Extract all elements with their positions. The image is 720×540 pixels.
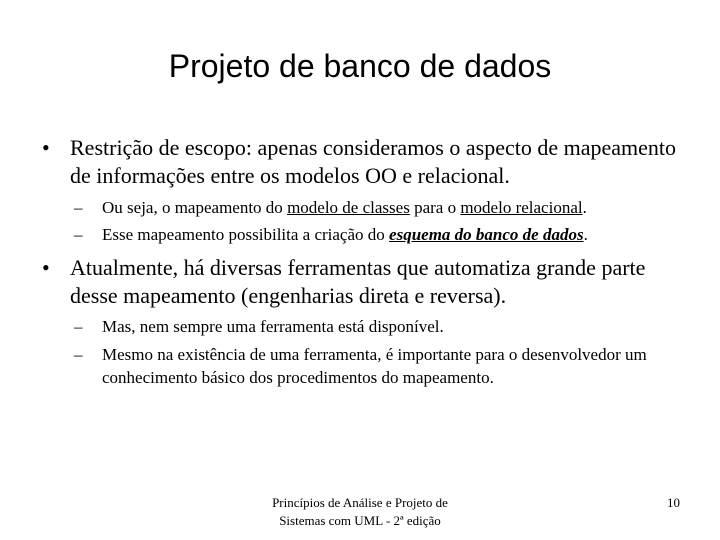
subbullet-text: Ou seja, o mapeamento do modelo de classes para o modelo relacional.	[102, 198, 587, 217]
page-number: 10	[667, 495, 680, 510]
bullet-text: Atualmente, há diversas ferramentas que automatiza grande parte desse mapeamento (engenharias direta e reversa).	[70, 255, 646, 308]
subbullet-item-2-1	[74, 315, 684, 338]
footer-line-1: Princípios de Análise e Projeto de	[272, 495, 448, 510]
subbullet-marker: –	[74, 317, 83, 336]
bullet-item-1	[42, 134, 692, 190]
subbullet-marker: –	[74, 225, 83, 244]
footer-line-2: Sistemas com UML - 2ª edição	[279, 513, 441, 528]
subbullet-text: Mesmo na existência de uma ferramenta, é importante para o desenvolvedor um conhecimento básico dos procedimentos do mapeamento.	[102, 345, 647, 387]
subbullet-text: Esse mapeamento possibilita a criação do esquema do banco de dados.	[102, 225, 588, 244]
bullet-item-2	[42, 254, 692, 310]
bullet-marker: •	[42, 255, 50, 280]
bullet-marker: •	[42, 135, 50, 160]
subbullet-item-1-1	[74, 196, 684, 219]
slide-title: Projeto de banco de dados	[168, 48, 552, 84]
subbullet-item-1-2	[74, 223, 684, 246]
subbullet-item-2-2	[74, 343, 684, 389]
subbullet-marker: –	[74, 198, 83, 217]
underlined-term-relational-model: modelo relacional	[460, 198, 583, 217]
subbullet-marker: –	[74, 345, 83, 364]
emphasized-term-database-schema: esquema do banco de dados	[389, 225, 584, 244]
subbullet-text: Mas, nem sempre uma ferramenta está disponível.	[102, 317, 444, 336]
bullet-text: Restrição de escopo: apenas consideramos o aspecto de mapeamento de informações entre os modelos OO e relacional.	[70, 135, 676, 188]
footer-book-title	[240, 494, 480, 530]
underlined-term-class-model: modelo de classes	[287, 198, 410, 217]
